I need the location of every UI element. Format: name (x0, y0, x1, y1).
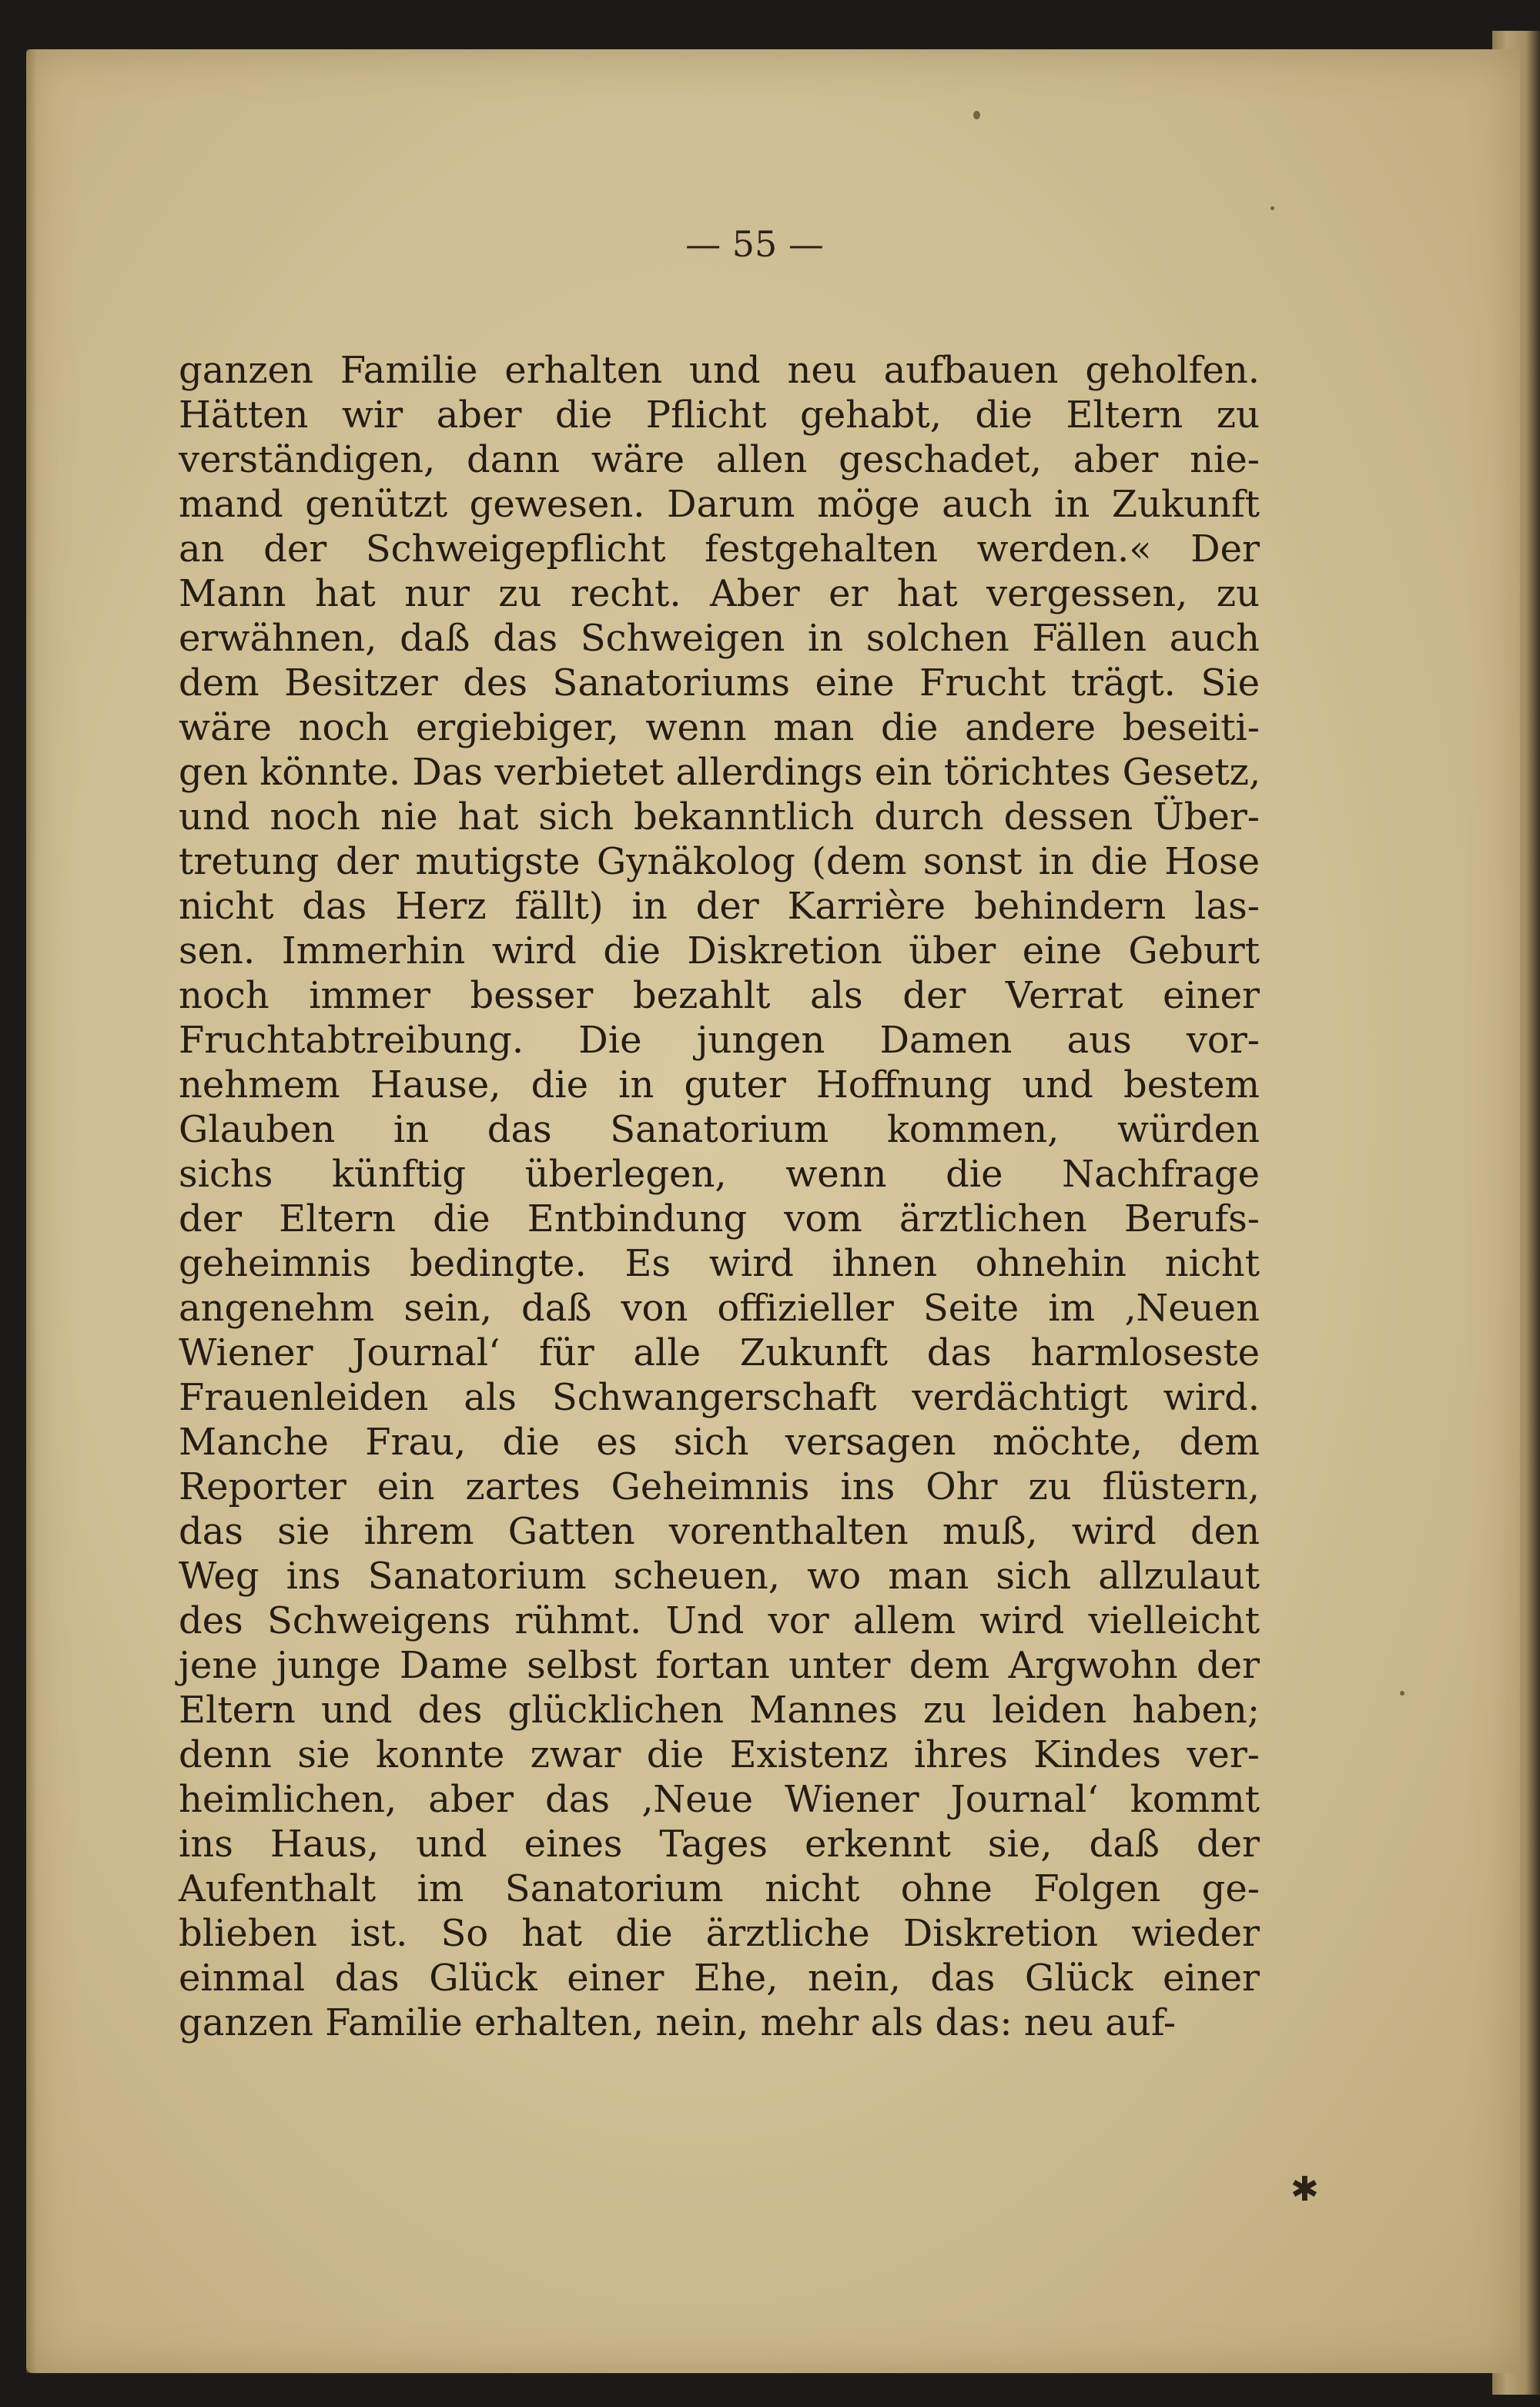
binding-shadow (26, 49, 37, 2373)
text-line: geheimnis bedingte. Es wird ihnen ohnehin nicht (179, 1242, 1260, 1285)
text-line: des Schweigens rühmt. Und vor allem wird vielleicht (179, 1599, 1260, 1642)
text-line: angenehm sein, daß von offizieller Seite im ‚Neuen (179, 1287, 1260, 1330)
text-line: ins Haus, und eines Tages erkennt sie, daß der (179, 1823, 1260, 1866)
text-line: Frauenleiden als Schwangerschaft verdächtigt wird. (179, 1376, 1260, 1419)
text-line: Reporter ein zartes Geheimnis ins Ohr zu flüstern, (179, 1465, 1260, 1508)
text-line: gen könnte. Das verbietet allerdings ein törichtes Gesetz, (179, 751, 1261, 794)
text-line: sen. Immerhin wird die Diskretion über eine Geburt (179, 929, 1260, 973)
text-line: Wiener Journal‘ für alle Zukunft das harmloseste (179, 1331, 1260, 1374)
printer-ornament: ✱ (1291, 2170, 1319, 2209)
text-line: einmal das Glück einer Ehe, nein, das Glück einer (179, 1957, 1260, 2000)
text-line: Mann hat nur zu recht. Aber er hat vergessen, zu (179, 572, 1260, 615)
text-line: erwähnen, daß das Schweigen in solchen Fällen auch (179, 617, 1260, 660)
text-line: verständigen, dann wäre allen geschadet, aber nie- (179, 438, 1260, 481)
paper-speck (1270, 206, 1274, 210)
text-line: Eltern und des glücklichen Mannes zu leiden haben; (179, 1689, 1260, 1732)
text-line: Weg ins Sanatorium scheuen, wo man sich allzulaut (179, 1555, 1260, 1598)
text-line: und noch nie hat sich bekanntlich durch dessen Über- (179, 795, 1260, 839)
body-text (179, 348, 1260, 2045)
paper-speck (1400, 1691, 1404, 1696)
text-line: der Eltern die Entbindung vom ärztlichen Berufs- (179, 1197, 1260, 1240)
paper-speck (973, 111, 980, 119)
text-line: blieben ist. So hat die ärztliche Diskretion wieder (179, 1912, 1260, 1955)
text-line: wäre noch ergiebiger, wenn man die andere beseiti- (179, 706, 1260, 749)
text-line: tretung der mutigste Gynäkolog (dem sonst in die Hose (179, 840, 1260, 883)
text-line: jene junge Dame selbst fortan unter dem Argwohn der (179, 1644, 1260, 1687)
text-line: mand genützt gewesen. Darum möge auch in Zukunft (179, 483, 1260, 526)
text-line: Manche Frau, die es sich versagen möchte, dem (179, 1421, 1260, 1464)
text-line: noch immer besser bezahlt als der Verrat einer (179, 974, 1260, 1017)
text-line: ganzen Familie erhalten, nein, mehr als das: neu auf- (179, 2001, 1177, 2044)
text-line: Fruchtabtreibung. Die jungen Damen aus vor- (179, 1019, 1260, 1062)
text-line: Aufenthalt im Sanatorium nicht ohne Folgen ge- (179, 1867, 1260, 1910)
text-line: nehmem Hause, die in guter Hoffnung und bestem (179, 1063, 1260, 1106)
text-line: ganzen Familie erhalten und neu aufbauen geholfen. (179, 349, 1260, 392)
text-line: sichs künftig überlegen, wenn die Nachfrage (179, 1153, 1260, 1196)
text-line: dem Besitzer des Sanatoriums eine Frucht trägt. Sie (179, 661, 1260, 705)
text-line: das sie ihrem Gatten vorenthalten muß, wird den (179, 1510, 1260, 1553)
text-line: denn sie konnte zwar die Existenz ihres Kindes ver- (179, 1733, 1260, 1776)
page-number: — 55 — (685, 223, 824, 265)
text-line: nicht das Herz fällt) in der Karrière behindern las- (179, 885, 1260, 928)
text-line: heimlichen, aber das ‚Neue Wiener Journal‘ kommt (179, 1778, 1260, 1821)
text-line: an der Schweigepflicht festgehalten werden.« Der (179, 527, 1260, 571)
text-line: Glauben in das Sanatorium kommen, würden (179, 1108, 1260, 1151)
text-line: Hätten wir aber die Pflicht gehabt, die Eltern zu (179, 393, 1260, 437)
